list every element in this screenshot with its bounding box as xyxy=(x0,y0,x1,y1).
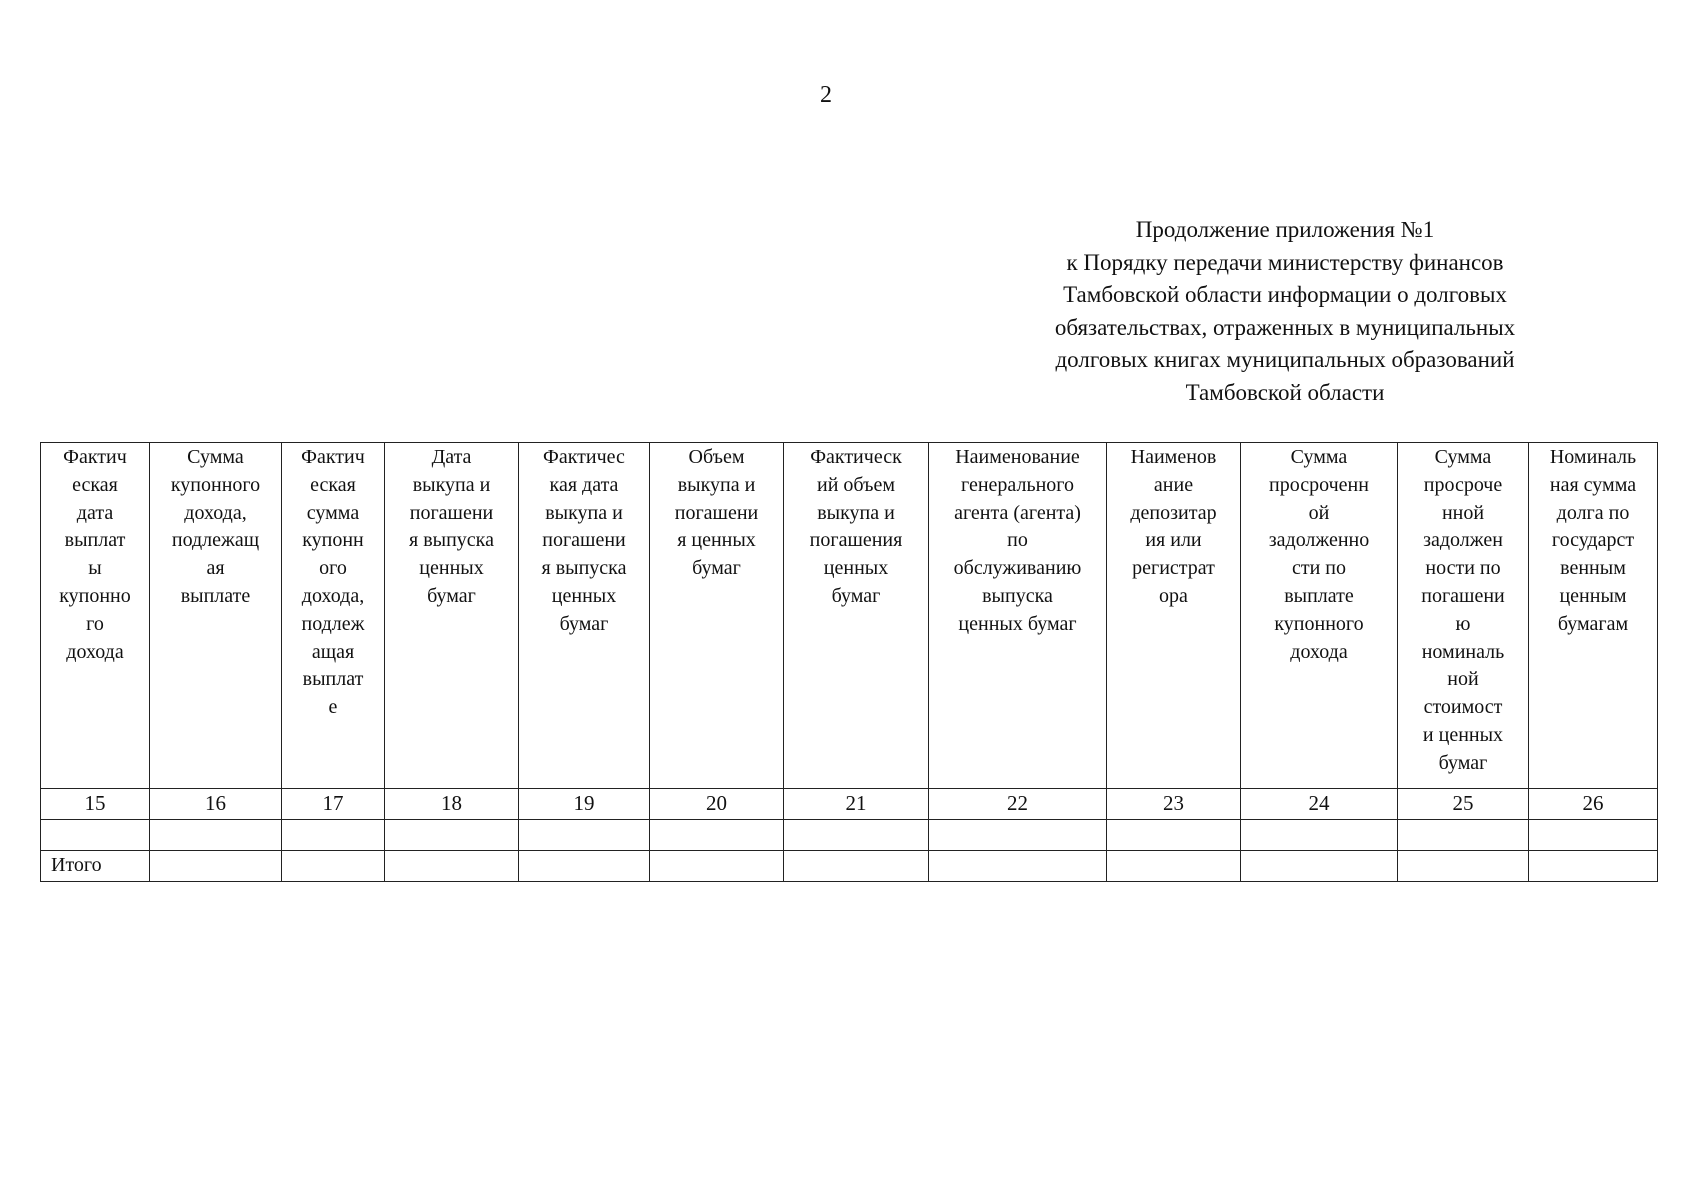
column-header-line: погашени xyxy=(674,501,759,524)
empty-cell xyxy=(1398,820,1529,851)
column-header-16 xyxy=(150,443,282,789)
column-header-line: кая дата xyxy=(549,473,619,496)
column-header-line: Фактическ xyxy=(810,446,902,468)
column-number-cell: 26 xyxy=(1529,789,1658,820)
column-number-cell: 17 xyxy=(282,789,385,820)
column-header-line: выплат xyxy=(64,529,126,552)
column-number-row xyxy=(41,789,1658,820)
column-header-line: я ценных xyxy=(677,529,756,552)
column-header-line: ия или xyxy=(1145,529,1202,552)
column-header-19 xyxy=(519,443,650,789)
column-header-line: ащая xyxy=(311,640,355,663)
column-header-line: ценных xyxy=(551,584,617,607)
column-header-line: ора xyxy=(1159,584,1188,607)
column-header-line: ий объем xyxy=(817,473,895,496)
empty-cell xyxy=(929,820,1107,851)
header-line: обязательствах, отраженных в муниципальных xyxy=(1054,314,1516,340)
total-cell xyxy=(150,851,282,882)
column-header-line: бумаг xyxy=(559,612,609,635)
empty-cell xyxy=(519,820,650,851)
column-header-line: ой xyxy=(1308,501,1330,524)
column-header-line: обслуживанию xyxy=(953,557,1082,580)
column-header-line: выплат xyxy=(302,668,364,691)
column-header-line: погашени xyxy=(542,529,626,552)
header-line: к Порядку передачи министерству финансов xyxy=(1066,249,1504,275)
total-cell xyxy=(784,851,929,882)
column-header-line: задолжен xyxy=(1423,529,1503,552)
total-cell xyxy=(650,851,784,882)
column-header-line: купонного xyxy=(170,473,261,496)
column-header-line: Объем xyxy=(688,446,745,468)
column-number-cell: 24 xyxy=(1241,789,1398,820)
column-number-cell: 25 xyxy=(1398,789,1529,820)
column-header-line: бумаг xyxy=(1438,751,1488,774)
page-number: 2 xyxy=(820,82,832,108)
column-header-line: ы xyxy=(88,557,102,580)
column-header-line: Наименов xyxy=(1130,446,1217,468)
column-header-line: выплате xyxy=(180,584,251,607)
column-header-line: я выпуска xyxy=(409,529,494,552)
column-header-line: Фактич xyxy=(301,446,365,468)
column-header-line: ценных xyxy=(419,557,484,580)
empty-cell xyxy=(1241,820,1398,851)
column-number-cell: 20 xyxy=(650,789,784,820)
column-header-line: долга по xyxy=(1556,501,1630,524)
column-header-line: ности по xyxy=(1425,557,1501,580)
empty-cell xyxy=(650,820,784,851)
column-header-line: стоимост xyxy=(1423,696,1503,719)
column-header-line: купонного xyxy=(1274,612,1364,635)
column-header-line: просроченн xyxy=(1269,473,1369,496)
header-line: долговых книгах муниципальных образований xyxy=(1055,347,1515,372)
column-header-line: государст xyxy=(1551,529,1635,552)
column-header-line: нной xyxy=(1441,501,1485,524)
column-header-line: бумаг xyxy=(831,584,881,607)
column-header-line: погашения xyxy=(809,529,903,552)
total-cell xyxy=(282,851,385,882)
empty-cell xyxy=(784,820,929,851)
column-header-line: выплате xyxy=(1284,584,1354,607)
column-header-line: Сумма xyxy=(187,446,244,468)
column-header-line: погашени xyxy=(409,501,494,524)
column-header-line: Фактичес xyxy=(543,446,625,468)
column-header-line: выкупа и xyxy=(677,473,756,496)
empty-cell xyxy=(1529,820,1658,851)
column-header-line: Фактич xyxy=(63,446,127,468)
column-header-line: купонн xyxy=(302,529,364,552)
column-header-20 xyxy=(650,443,784,789)
column-header-line: выпуска xyxy=(982,584,1053,607)
column-header-line: Дата xyxy=(431,446,472,468)
total-cell xyxy=(929,851,1107,882)
column-header-15 xyxy=(41,443,150,789)
total-cell xyxy=(1529,851,1658,882)
column-header-line: го xyxy=(86,612,104,635)
column-header-line: ая xyxy=(206,557,225,580)
total-cell xyxy=(519,851,650,882)
column-header-line: венным xyxy=(1560,557,1626,580)
column-header-line: депозитар xyxy=(1130,501,1217,524)
column-header-line: подлеж xyxy=(301,612,365,635)
column-header-line: дохода xyxy=(66,640,124,663)
column-number-cell: 21 xyxy=(784,789,929,820)
column-header-line: ценных xyxy=(823,557,889,580)
column-header-line: ной xyxy=(1447,668,1479,691)
column-header-line: Номиналь xyxy=(1549,446,1637,468)
column-header-row xyxy=(41,443,1658,789)
column-header-line: купонно xyxy=(59,584,131,607)
column-header-23 xyxy=(1107,443,1241,789)
column-header-22 xyxy=(929,443,1107,789)
column-header-18 xyxy=(385,443,519,789)
column-header-line: задолженно xyxy=(1268,529,1370,552)
total-label: Итого xyxy=(41,851,150,882)
total-row xyxy=(41,851,1658,882)
column-header-line: выкупа и xyxy=(545,501,623,524)
column-header-line: выкупа и xyxy=(412,473,491,496)
column-header-line: дохода xyxy=(1290,640,1348,663)
column-header-line: дохода, xyxy=(301,584,365,607)
header-line: Тамбовской области xyxy=(1185,379,1385,405)
column-header-line: бумагам xyxy=(1557,612,1629,635)
column-header-26 xyxy=(1529,443,1658,789)
column-header-line: бумаг xyxy=(427,584,476,607)
column-header-line: погашени xyxy=(1421,584,1505,607)
column-number-cell: 22 xyxy=(929,789,1107,820)
column-header-line: дата xyxy=(76,501,114,524)
column-header-line: выкупа и xyxy=(817,501,895,524)
column-header-17 xyxy=(282,443,385,789)
column-header-21 xyxy=(784,443,929,789)
column-header-line: сти по xyxy=(1291,557,1347,580)
column-header-line: ого xyxy=(319,557,347,580)
column-header-line: ание xyxy=(1153,473,1194,496)
column-header-line: е xyxy=(328,696,338,719)
column-header-line: еская xyxy=(310,473,356,496)
column-number-cell: 18 xyxy=(385,789,519,820)
column-header-line: бумаг xyxy=(692,557,741,580)
header-line: Продолжение приложения №1 xyxy=(1135,217,1435,242)
column-header-line: агента (агента) xyxy=(954,501,1081,524)
column-header-line: Сумма xyxy=(1434,446,1492,468)
column-header-line: ценных бумаг xyxy=(958,612,1077,635)
column-header-line: ю xyxy=(1455,612,1471,635)
total-cell xyxy=(1107,851,1241,882)
column-header-line: дохода, xyxy=(184,501,247,524)
column-header-line: просроче xyxy=(1423,473,1503,496)
debt-register-table xyxy=(40,442,1658,882)
column-number-cell: 16 xyxy=(150,789,282,820)
column-number-cell: 19 xyxy=(519,789,650,820)
column-number-cell: 15 xyxy=(41,789,150,820)
column-header-line: Сумма xyxy=(1290,446,1348,468)
column-header-line: генерального xyxy=(961,473,1074,496)
column-header-line: ценным xyxy=(1559,584,1627,607)
column-header-line: Наименование xyxy=(955,446,1080,468)
column-header-line: по xyxy=(1007,529,1028,552)
column-header-24 xyxy=(1241,443,1398,789)
column-header-line: ная сумма xyxy=(1549,473,1637,496)
column-header-line: номиналь xyxy=(1421,640,1505,663)
header-line: Тамбовской области информации о долговых xyxy=(1063,282,1507,307)
column-header-line: и ценных xyxy=(1422,723,1504,746)
column-header-25 xyxy=(1398,443,1529,789)
empty-cell xyxy=(282,820,385,851)
column-number-cell: 23 xyxy=(1107,789,1241,820)
appendix-header xyxy=(980,214,1590,409)
column-header-line: регистрат xyxy=(1132,557,1215,580)
column-header-line: сумма xyxy=(306,501,360,524)
total-cell xyxy=(1398,851,1529,882)
empty-cell xyxy=(385,820,519,851)
empty-cell xyxy=(150,820,282,851)
column-header-line: подлежащ xyxy=(171,529,260,552)
column-header-line: еская xyxy=(72,473,118,496)
column-header-line: я выпуска xyxy=(541,557,627,580)
total-cell xyxy=(1241,851,1398,882)
total-cell xyxy=(385,851,519,882)
data-row xyxy=(41,820,1658,851)
empty-cell xyxy=(1107,820,1241,851)
empty-cell xyxy=(41,820,150,851)
